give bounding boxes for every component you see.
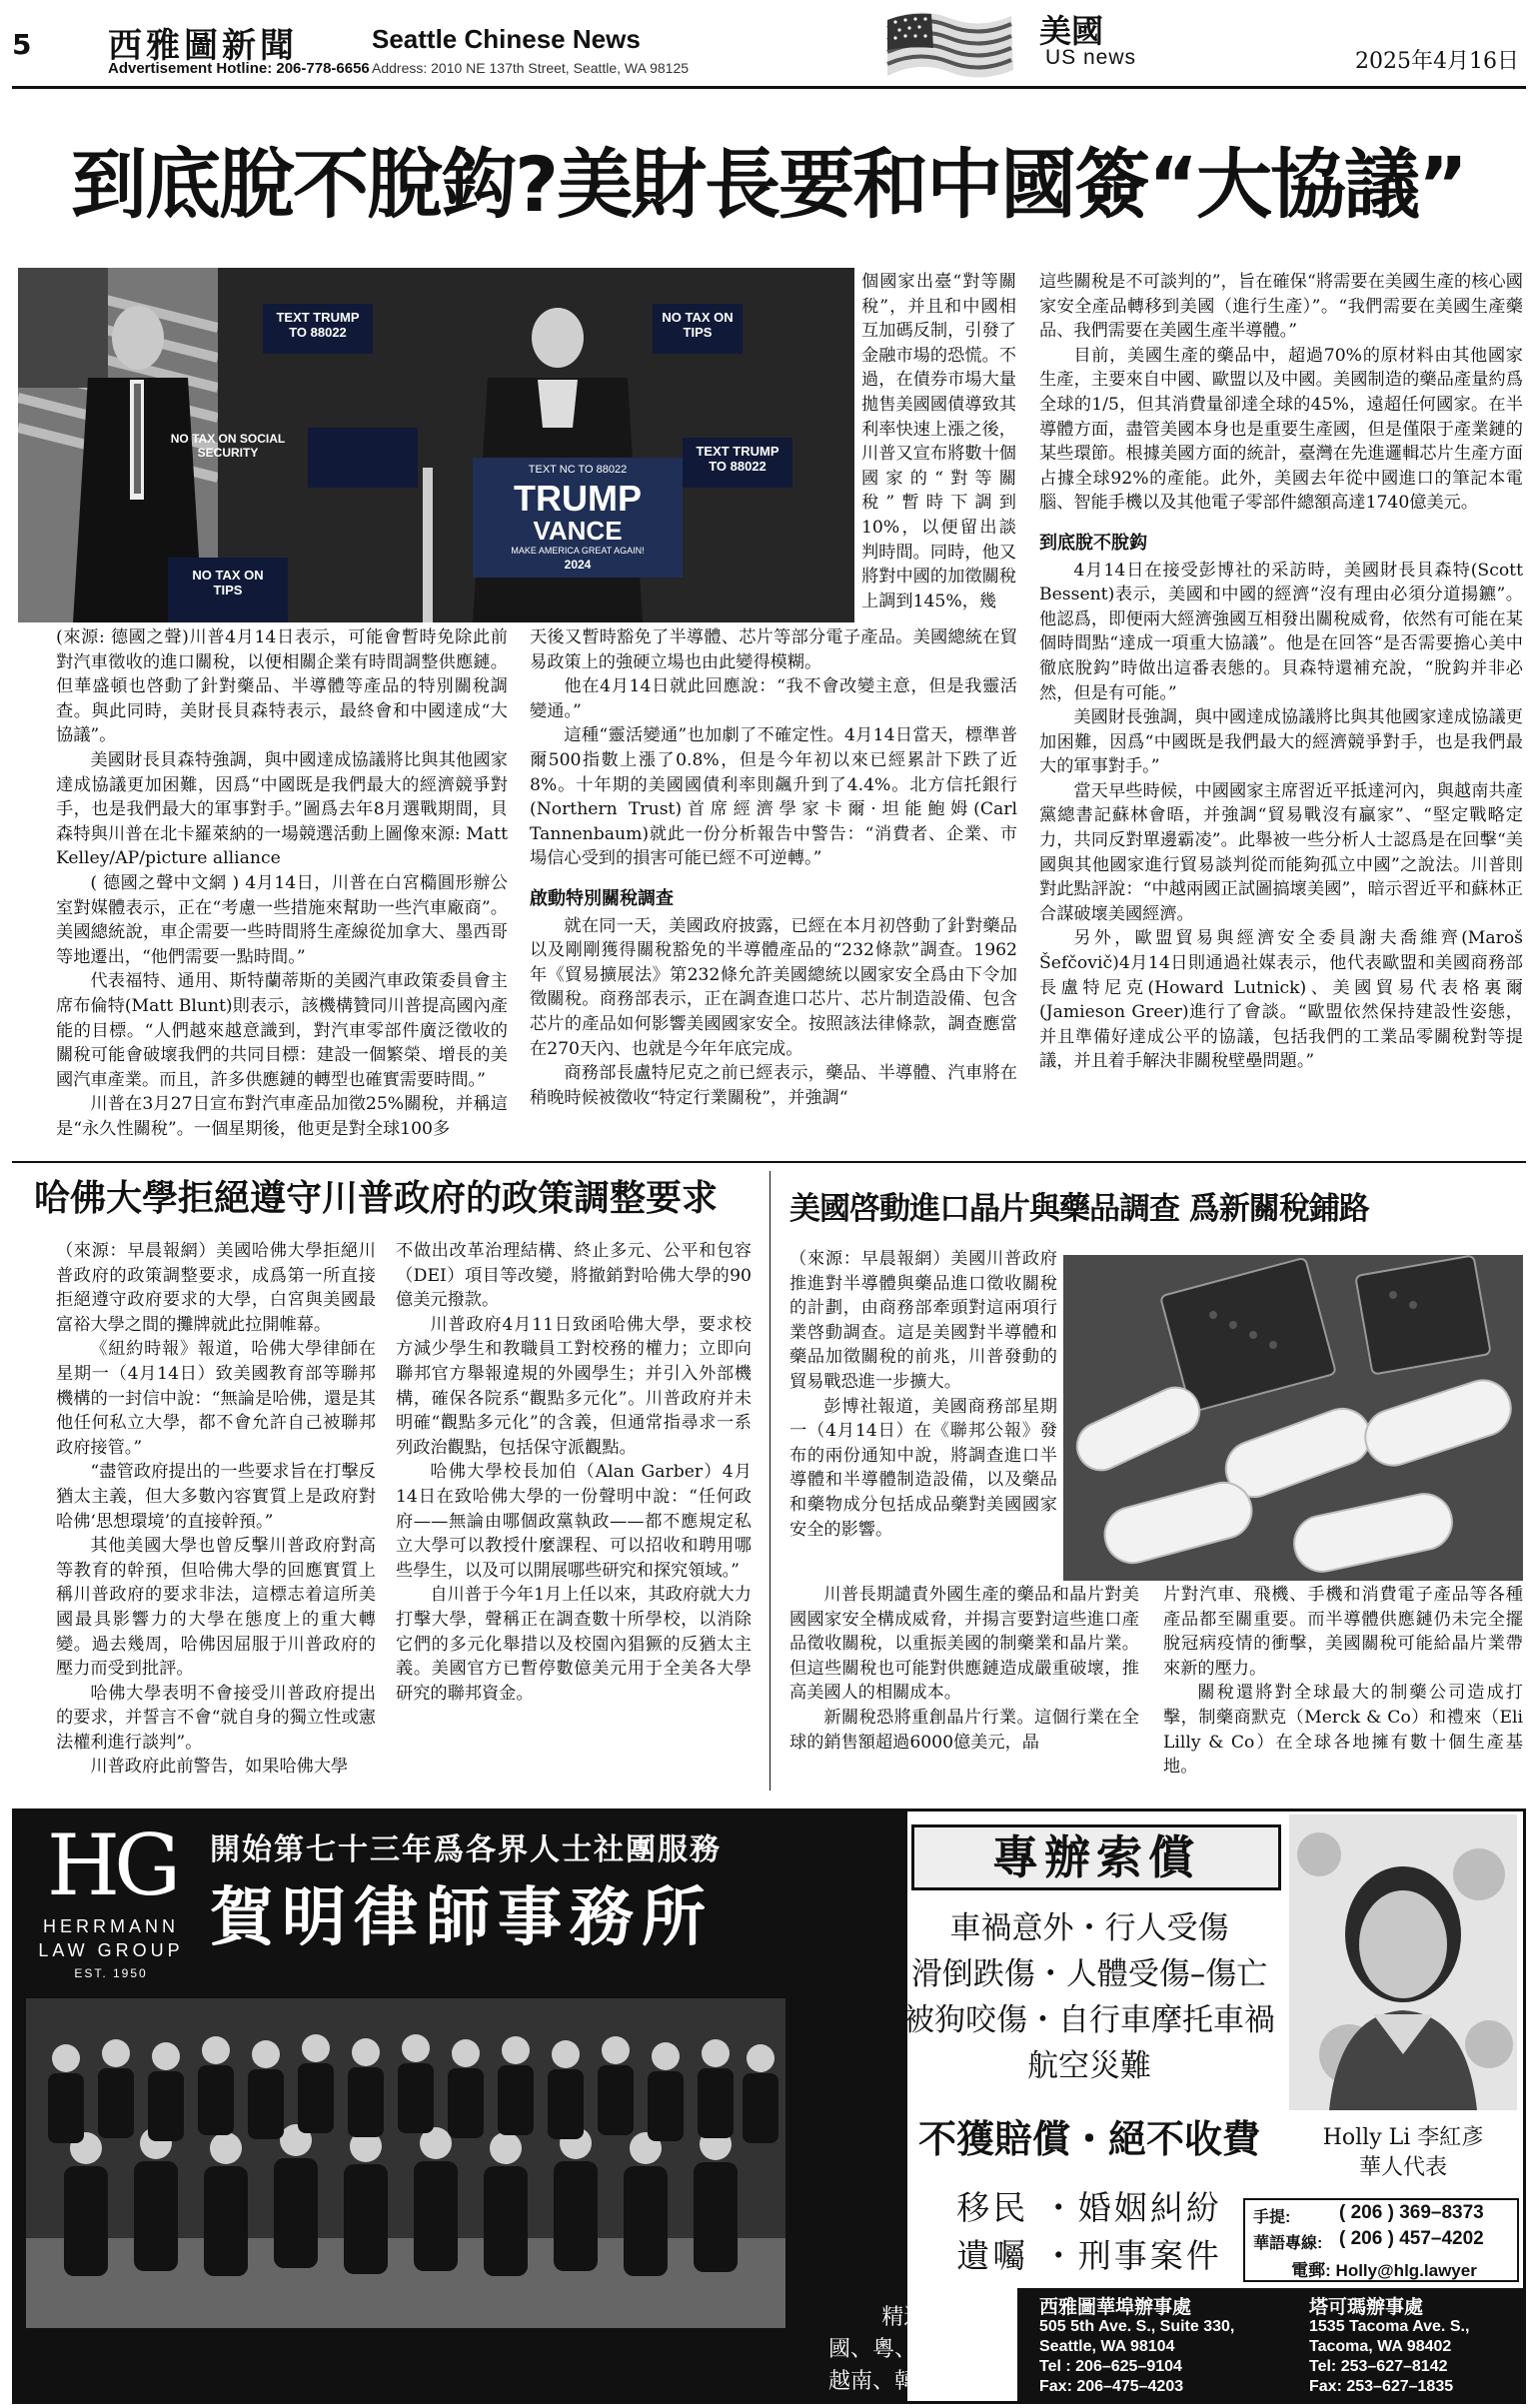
lead-paragraph: 川普在3月27日宣布對汽車產品加徵25%關稅，并稱這是“永久性關稅”。一個星期後，他更是對全球100多 (56, 1094, 508, 1139)
lead-paragraph: 目前，美國生產的藥品中，超過70%的原材料由其他國家生產，主要來自中國、歐盟以及中國。美國制造的藥品產量約爲全球的1/5，但其消費量卻達全球的45%，遠超任何國家。在半導體方面，盡管美國本身也是重要生產國，但是僅限于產業鏈的某些環節。根據美國方面的統計，臺灣在先進邏輯芯片生產方面占據全球92%的產能。此外，美國去年從中國進口的筆記本電腦、智能手機以及其他電子零部件總額高達1740億美元。 (1039, 345, 1523, 514)
chip-column-1b (789, 1583, 1139, 1787)
office-1-line-2: Seattle, WA 98104 (1039, 2338, 1175, 2355)
logo-name-1: HERRMANN (42, 1916, 179, 1936)
lead-paragraph: 這種“靈活變通”也加劇了不確定性。4月14日當天，標準普爾500指數上漲了0.8%，但是今年初以來已經累計下跌了近8%。十年期的美國國債利率則飆升到了4.4%。北方信托銀行(Northern Trust)首席經濟學家卡爾·坦能鮑姆(Carl Tannenbaum)就此一份分析報告中警告：“消費者、企業、市場信心受到的損害可能已經不可逆轉。” (530, 725, 1017, 869)
specialty-title: 專辦索償 (911, 1824, 1281, 1890)
office-2-line-3: Tel: 253–627–8142 (1309, 2358, 1448, 2375)
specialty-item-1: 車禍意外・行人受傷 (949, 1910, 1229, 1946)
lead-paragraph: 另外，歐盟貿易與經濟安全委員謝夫喬維齊(Maroš Šefčovič)4月14日則通過社媒表示，他代表歐盟和美國商務部長盧特尼克(Howard Lutnick)、美國貿易代表格裏爾(Jamieson Greer)進行了會談。“歐盟依然保持建設性姿態，并且準備好達成公平的協議，包括我們的工業品零關稅對等提議，并且着手解決非關稅壁壘問題。” (1039, 928, 1523, 1072)
photo-sign-3: NO TAX ON SOCIAL SECURITY (170, 432, 286, 460)
lead-subhead: 啟動特別關稅調查 (530, 887, 674, 909)
masthead-chinese: 西雅圖新聞 (108, 26, 298, 66)
harvard-paragraph: 哈佛大學表明不會接受川普政府提出的要求，并誓言不會“就自身的獨立性或憲法權利進行談判”。 (56, 1683, 376, 1753)
photo-sign-10: 2024 (564, 558, 592, 572)
chinese-line-number: ( 206 ) 457–4202 (1339, 2228, 1484, 2249)
section-divider (12, 1161, 1526, 1163)
lead-paragraph: 就在同一天，美國政府披露，已經在本月初啓動了針對藥品以及剛剛獲得關稅豁免的半導體產品的“232條款”調查。1962年《貿易擴展法》第232條允許美國總統以國家安全爲由下令加徵關稅。商務部表示，正在調查進口芯片、芯片制造設備、包含芯片的產品如何影響美國國家安全。按照該法律條款，調查應當在270天內、也就是今年年底完成。 (530, 915, 1017, 1059)
harvard-paragraph: 《紐約時報》報道，哈佛大學律師在星期一（4月14日）致美國教育部等聯邦機構的一封信中說：“無論是哈佛，還是其他任何私立大學，都不會允許自己被聯邦政府接管。” (56, 1339, 376, 1458)
specialty-item-2: 滑倒跌傷・人體受傷–傷亡 (910, 1956, 1268, 1992)
lead-photo (18, 268, 854, 622)
chips-and-pills-illustration (1063, 1255, 1523, 1581)
logo-name-2: LAW GROUP (38, 1940, 184, 1960)
mobile-number: ( 206 ) 369–8373 (1339, 2202, 1484, 2223)
chip-paragraph: 關稅還將對全球最大的制藥公司造成打擊，制藥商默克（Merck & Co）和禮來（Eli Lilly & Co）在全球各地擁有數十個生產基地。 (1163, 1683, 1523, 1778)
languages-line-2: 越南、韓、英語 (827, 2369, 982, 2394)
chinese-line-label: 華語專線: (1253, 2235, 1323, 2252)
chip-headline: 美國啓動進口晶片與藥品調查 爲新關稅鋪路 (789, 1191, 1369, 1227)
office-2-line-1: 1535 Tacoma Ave. S., (1309, 2318, 1470, 2335)
header-rule (12, 86, 1526, 89)
office-1-line-4: Fax: 206–475–4203 (1039, 2378, 1184, 2395)
harvard-paragraph: 川普政府4月11日致函哈佛大學，要求校方減少學生和教職員工對校務的權力；立即向聯邦官方舉報違規的外國學生；并引入外部機構，確保各院系“觀點多元化”。川普政府并未明確“觀點多元化”的含義，但通常指尋求一系列政治觀點，包括保守派觀點。 (396, 1314, 752, 1458)
photo-caption: 美國財長貝森特強調，與中國達成協議將比與其他國家達成協議更加困難，因爲“中國既是我們最大的經濟競爭對手，也是我們最大的軍事對手。”圖爲去年8月選戰期間，貝森特與川普在北卡羅萊納的一場競選活動上圖像來源: Matt Kelley/AP/picture alliance (56, 749, 508, 869)
page-number: 5 (12, 28, 32, 61)
chip-paragraph: 川普長期譴責外國生產的藥品和晶片對美國國家安全構成威脅，并揚言要對這些進口產品徵收關稅，以重振美國的制藥業和晶片業。但這些關稅也可能對供應鏈造成嚴重破壞，推高美國人的相關成本。 (789, 1585, 1139, 1704)
specialty-item-3: 被狗咬傷・自行車摩托車禍 (903, 2002, 1275, 2038)
harvard-column-1 (56, 1239, 376, 1799)
office-1-title: 西雅圖華埠辦事處 (1039, 2297, 1192, 2318)
chip-paragraph: （來源：早晨報網）美國川普政府推進對半導體與藥品進口徵收關稅的計劃，由商務部牽頭對這兩項行業啓動調查。這是美國對半導體和藥品加徵關稅的前兆，川普發動的貿易戰恐進一步擴大。 (789, 1249, 1057, 1392)
chip-paragraph: 片對汽車、飛機、手機和消費電子產品等各種產品都至關重要。而半導體供應鏈仍未完全擺脫冠病疫情的衝擊，美國關稅可能給晶片業帶來新的壓力。 (1163, 1585, 1523, 1679)
chip-paragraph: 彭博社報道，美國商務部星期一（4月14日）在《聯邦公報》發布的兩份通知中說，將調查進口半導體和半導體制造設備，以及藥品和藥物成分包括成品藥對美國國家安全的影響。 (789, 1396, 1057, 1540)
other-services-2: 遺囑 ・刑事案件 (956, 2236, 1222, 2275)
harvard-paragraph: 川普政府此前警告，如果哈佛大學 (90, 1757, 349, 1778)
office-2-title: 塔可瑪辦事處 (1309, 2297, 1424, 2318)
section-title: 美國 (1039, 12, 1104, 50)
office-1-line-3: Tel : 206–625–9104 (1039, 2358, 1182, 2375)
harvard-column-2 (396, 1239, 752, 1799)
chip-pills-photo (1063, 1255, 1523, 1581)
logo-letters: HG (46, 1816, 176, 1914)
ad-banner: 開始第七十三年爲各界人士社團服務 (210, 1832, 722, 1867)
lead-col-beside-photo (861, 270, 1016, 619)
lead-paragraph: 當天早些時候，中國國家主席習近平抵達河內，與越南共產黨總書記蘇林會晤，并強調“貿易戰沒有贏家”、“堅定戰略定力，共同反對單邊霸凌”。此舉被一些分析人士認爲是在回擊“美國與其他國家進行貿易談判從而能夠孤立中國”之說法。川普則對此點評說：“中越兩國正試圖搞壞美國”，暗示習近平和蘇林正合謀破壞美國經濟。 (1039, 780, 1523, 924)
harvard-paragraph: 自川普于今年1月上任以來，其政府就大力打擊大學，聲稱正在調查數十所學校，以消除它們的多元化舉措以及校園內猖獗的反猶太主義。美國官方已暫停數億美元用于全美各大學研究的聯邦資金。 (396, 1585, 752, 1704)
photo-sign-2: NO TAX ON TIPS (662, 310, 734, 340)
lead-paragraph: 他在4月14日就此回應說：“我不會改變主意，但是我靈活變通。” (530, 676, 1017, 721)
lead-paragraph: (來源: 德國之聲)川普4月14日表示，可能會暫時免除此前對汽車徵收的進口關稅，以便相關企業有時間調整供應鏈。但華盛頓也啓動了針對藥品、半導體等產品的特別關稅調查。與此同時，美財長貝森特表示，最終會和中國達成“大協議”。 (56, 627, 508, 746)
mobile-label: 手提: (1253, 2209, 1291, 2226)
lead-column-2 (530, 625, 1017, 1145)
office-2-line-2: Tacoma, WA 98402 (1309, 2338, 1452, 2355)
lead-paragraph: 商務部長盧特尼克之前已經表示，藥品、半導體、汽車將在稍晚時候被徵收“特定行業關稅”，并強調“ (530, 1063, 1017, 1108)
harvard-headline: 哈佛大學拒絕遵守川普政府的政策調整要求 (34, 1177, 719, 1219)
logo-est: EST. 1950 (74, 1966, 148, 1980)
languages-title: 精通: (881, 2305, 933, 2330)
lead-paragraph: 4月14日在接受彭博社的采訪時，美國財長貝森特(Scott Bessent)表示，美國和中國的經濟“沒有理由必須分道揚鑣”。他認爲，即便兩大經濟強國互相發出關稅威脅，依然有可能在某個時間點“達成一項重大協議”。他是在回答“是否需要擔心美中徹底脫鈎”時做出這番表態的。貝森特還補充說，“脫鈎并非必然，但是有可能。” (1039, 560, 1523, 703)
representative-photo (1289, 1814, 1517, 2110)
representative-illustration (1289, 1814, 1517, 2110)
photo-sign-7: TRUMP (514, 478, 642, 519)
chip-column-2 (1163, 1583, 1523, 1787)
us-flag-icon (879, 6, 1019, 86)
lead-headline: 到底脫不脫鈎?美財長要和中國簽“大協議” (71, 140, 1466, 229)
other-services-1: 移民 ・婚姻糾紛 (956, 2188, 1222, 2227)
languages-line-1: 國、粵、台山、 (827, 2337, 982, 2362)
lead-column-1 (56, 625, 508, 1145)
rep-title: 華人代表 (1358, 2155, 1447, 2180)
photo-sign-8: VANCE (533, 516, 623, 546)
column-divider (769, 1171, 770, 1791)
lead-paragraph: 個國家出臺“對等關稅”，并且和中國相互加碼反制，引發了金融市場的恐慌。不過，在債券市場大量拋售美國國債導致其利率快速上漲之後，川普又宣布將數十個國家的“對等關稅”暫時下調到10%，以便留出談判時間。同時，他又將對中國的加徵關稅上調到145%，幾 (861, 272, 1016, 611)
team-illustration (26, 1998, 785, 2328)
team-photo (26, 1998, 785, 2328)
rep-name: Holly Li 李紅彥 (1322, 2125, 1484, 2150)
no-win-no-fee: 不獲賠償・絕不收費 (917, 2117, 1260, 2161)
harvard-paragraph: 不做出改革治理結構、終止多元、公平和包容（DEI）項目等改變，將撤銷對哈佛大學的90億美元撥款。 (396, 1241, 752, 1311)
section-subtitle: US news (1045, 46, 1137, 69)
harvard-paragraph: “盡管政府提出的一些要求旨在打擊反猶太主義，但大多數內容實質上是政府對哈佛‘思想環境’的直接幹預。” (56, 1462, 376, 1532)
chip-paragraph: 新關稅恐將重創晶片行業。這個行業在全球的銷售額超過6000億美元，晶 (789, 1707, 1139, 1753)
harvard-paragraph: 哈佛大學校長加伯（Alan Garber）4月14日在致哈佛大學的一份聲明中說：“任何政府——無論由哪個政黨執政——都不應規定私立大學可以教授什麼課程、可以招收和聘用哪些學生，以及可以開展哪些研究和探究領域。” (396, 1462, 752, 1581)
issue-date: 2025年4月16日 (1355, 49, 1519, 74)
photo-sign-4: TEXT TRUMP TO 88022 (696, 444, 779, 474)
ad-firm-name: 賀明律師事務所 (210, 1880, 714, 1955)
email-address: 電郵: Holly@hlg.lawyer (1291, 2261, 1477, 2280)
lead-paragraph: ( 德國之聲中文網 ) 4月14日，川普在白宮橢圓形辦公室對媒體表示，正在“考慮一些措施來幫助一些汽車廠商”。美國總統說，車企需要一些時間將生產線從加拿大、墨西哥等地遷出，“他們需要一點時間。” (56, 872, 508, 967)
lead-paragraph: 這些關稅是不可談判的”，旨在確保“將需要在美國生產的核心國家安全產品轉移到美國（進行生產）”。“我們需要在美國生產藥品、我們需要在美國生產半導體。” (1039, 272, 1523, 342)
harvard-paragraph: （來源：早晨報網）美國哈佛大學拒絕川普政府的政策調整要求，成爲第一所直接拒絕遵守政府要求的大學，白宮與美國最富裕大學之間的攤牌就此拉開帷幕。 (56, 1241, 376, 1335)
lead-paragraph: 天後又暫時豁免了半導體、芯片等部分電子產品。美國總統在貿易政策上的強硬立場也由此變得模糊。 (530, 627, 1017, 672)
lead-paragraph: 代表福特、通用、斯特蘭蒂斯的美國汽車政策委員會主席布倫特(Matt Blunt)則表示，該機構贊同川普提高國內產能的目標。“人們越來越意識到，對汽車零部件廣泛徵收的關稅可能會破壞我們的共同目標：建設一個繁榮、增長的美國汽車產業。而且，許多供應鏈的轉型也確實需要時間。” (56, 971, 508, 1090)
photo-sign-6: TEXT NC TO 88022 (528, 464, 628, 476)
masthead-english: Seattle Chinese News (372, 24, 641, 54)
office-1-line-1: 505 5th Ave. S., Suite 330, (1039, 2318, 1235, 2335)
lead-column-3 (1039, 270, 1523, 1149)
photo-sign-5: NO TAX ON TIPS (192, 568, 264, 598)
photo-sign-1: TEXT TRUMP TO 88022 (276, 310, 360, 340)
photo-sign-9: MAKE AMERICA GREAT AGAIN! (511, 546, 645, 556)
lead-subhead: 到底脫不脫鈎 (1039, 532, 1147, 554)
lead-paragraph: 美國財長強調，與中國達成協議將比與其他國家達成協議更加困難，因爲“中國既是我們最大的經濟競爭對手，也是我們最大的軍事對手。” (1039, 707, 1523, 777)
chip-column-1 (789, 1247, 1057, 1582)
office-2-line-4: Fax: 253–627–1835 (1309, 2378, 1454, 2395)
masthead-address: Address: 2010 NE 137th Street, Seattle, WA 98125 (372, 60, 690, 76)
ad-hotline: Advertisement Hotline: 206-778-6656 (108, 60, 370, 77)
harvard-paragraph: 其他美國大學也曾反擊川普政府對高等教育的幹預，但哈佛大學的回應實質上稱川普政府的要求非法，這標志着這所美國最具影響力的大學在態度上的重大轉變。過去幾周，哈佛因屈服于川普政府的壓力而受到批評。 (56, 1536, 376, 1680)
specialty-item-4: 航空災難 (1027, 2048, 1151, 2084)
